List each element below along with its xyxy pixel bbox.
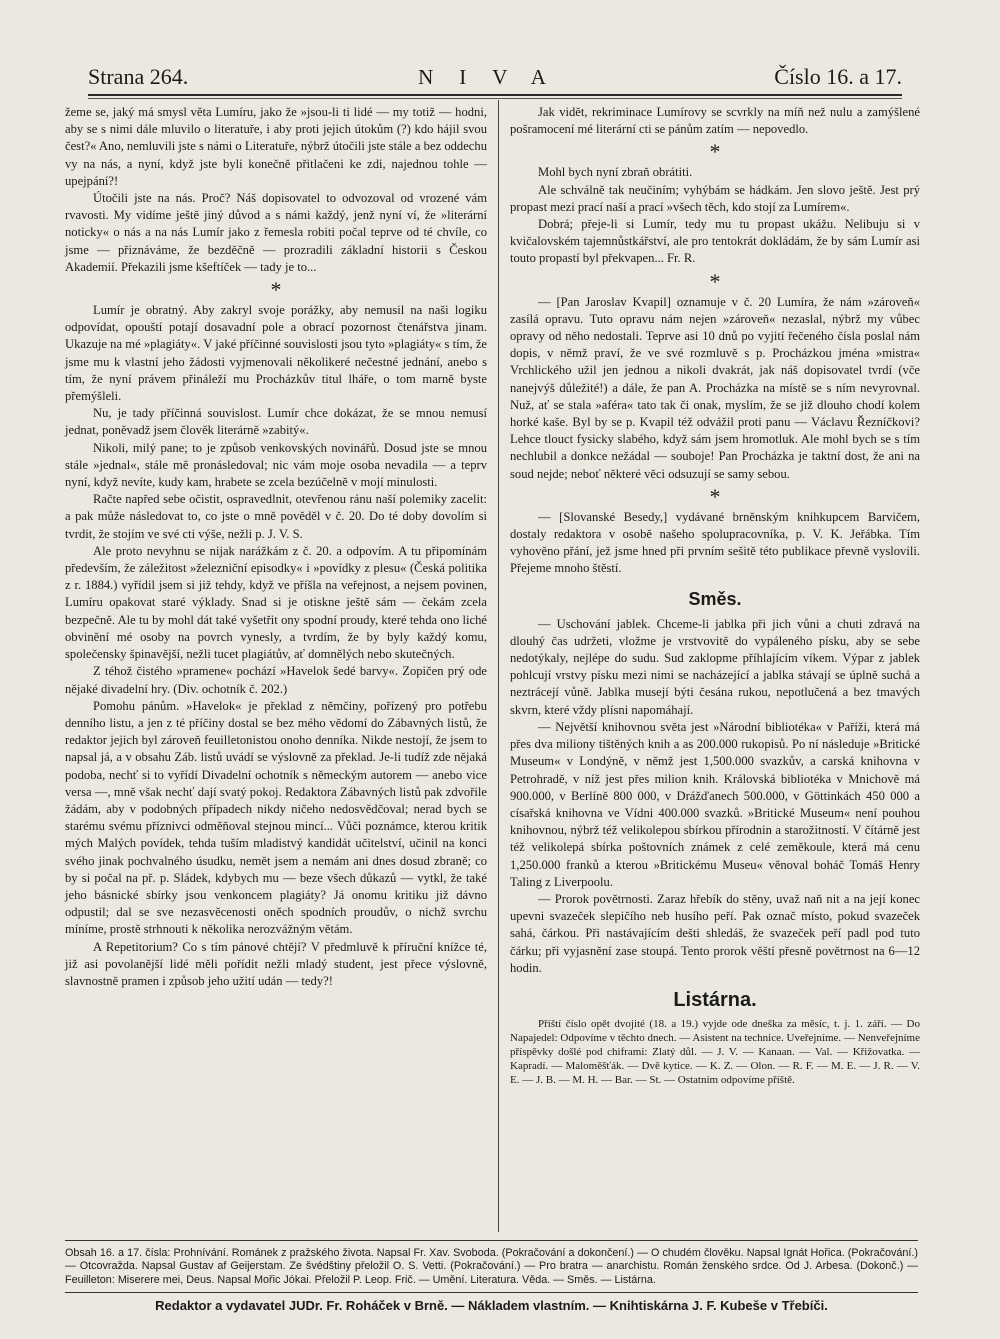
paragraph: Mohl bych nyní zbraň obrátiti.: [538, 165, 693, 180]
footer-rule: [65, 1292, 918, 1293]
paragraph: Ale schválně tak neučiním; vyhýbám se hádkám. Jen slovo ještě. Jest prý propast mezi prací naší a prací »všech těch, kdo stojí za Lumírem«.: [510, 182, 920, 214]
news-item: — [Slovanské Besedy,] vydávané brněnským knihkupcem Barvičem, dostaly redaktora v osobě našeho spolupracovníka, p. V. K. Jeřábka. Tím vyhověno přání, jež jsme hned při prvním sešitě této publikace převně vyslovili. Přejeme mnoho štěstí.: [510, 509, 920, 576]
issue-number: Číslo 16. a 17.: [774, 64, 902, 89]
paragraph: Ale proto nevyhnu se nijak narážkám z č. 20. a odpovím. A tu připomínám především, že záležitost »železniční episodky« i »povídky z plesu« (Česká politika z r. 1884.) vyřídil jsem si již tehdy, když ve příšla na veřejnost, a nejsem povinen, Lumíru opakovat staré výklady. Snad si je otiskne ještě sám — čekám zcela bezpečně. Ale tu by mohl dát také vyšetřit ony spodní proudy, které tehda ono liché obvinění mé osoby na povrch vynesly, a tvrdím, že by byly každý komu, společensky špinavější, nežli tucet plagiátův, ať domnělých nebo skutečných.: [65, 543, 487, 662]
paragraph: Dobrá; přeje-li si Lumír, tedy mu tu propast ukážu. Nelibuju si v kvičalovském tajemnůstkářství, ale pro tentokrát dokládám, že by sám Lumír asi touto propastí byl překvapen... Fr. R.: [510, 217, 920, 266]
letters-item: Příští číslo opět dvojité (18. a 19.) vyjde ode dneška za měsíc, t. j. 1. září. — Do Napajedel: Odpovíme v těchto dnech. — Asistent na technice. Uveřejníme. — Nenveřejníme příspěvky došlé pod chiframi: Zlatý důl. — J. V. — Kanaan. — Val. — Křižovatka. — Kapradí. — Maloměšťák. — Dvě kytice. — K. Z. — Olon. — R. F. — M. E. — J. R. — V. E. — J. B. — M. H. — Bar. — St. — Ostatním odpovíme příště.: [510, 1017, 920, 1086]
page-header: [88, 60, 902, 96]
paragraph: A Repetitorium? Co s tím pánové chtějí? V předmluvě k příruční knížce té, již asi povolanější lidé měli pořídit nežli mladý student, jest přece výslovně, slavnostně pramen i způsob jeho užití udán — tedy?!: [65, 939, 487, 988]
paragraph: žeme se, jaký má smysl věta Lumíru, jako že »jsou-li ti lidé — my totiž — hodni, aby se s nimi dále mluvilo o literatuře, i aby proti jejich útokům (?) kdo hájil svou čest?« Ano, nemluvili jste s námi o Literatuře, nýbrž útočili jste stále a bez oddechu vy na nás, a nyní, když jste byli konečně přitlačeni ke zdi, najednou tohle — upejpání?!: [65, 105, 487, 188]
header-rule: [88, 98, 902, 99]
paragraph: Lumír je obratný. Aby zakryl svoje porážky, aby nemusil na naši logiku odpovídat, opouští potají dosavadní pole a obrací pozornost čtenářstva jinam. Ukazuje na mé »plagiáty«. V jaké příčinné souvislosti jsou tyto »plagiáty« s tím, že jsme mu k vlastní jeho žádosti vyjmenovali několikeré nečestné jednání, anebo s tím, že nyní právem přináleží mu Procházkův titul lháře, o tom marně byste přemýšleli.: [65, 303, 487, 404]
paragraph: Nikoli, milý pane; to je způsob venkovských novinářů. Dosud jste se mnou stále »jednal«, stále mě pronásledoval; nic vám moje osoba nevadila — a teprv nyní, když nevíte, kudy kam, hrabete se zcela bezúčelně v mojí minulosti.: [65, 440, 487, 490]
table-of-contents: Obsah 16. a 17. čísla: Prohnívání. Románek z pražského života. Napsal Fr. Xav. Svoboda. (Pokračování a dokončení.) — O chudém člověku. Napsal Ignát Hořica. (Pokračování.) — Otcovražda. Napsal Gustav af Geijerstam. Ze švédštiny přeložil O. S. Vetti. (Pokračování.) — Pro bratra — anarchistu. Román ženského srdce. Od J. Arbesa. (Dokonč.) — Feuilleton: Miserere mei, Deus. Napsal Mořic Jókai. Přeložil P. Leop. Frič. — Umění. Literatura. Věda. — Směs. — Listárna.: [65, 1247, 918, 1286]
misc-item: — Největší knihovnou světa jest »Národní bibliotéka« v Paříži, která má přes dva miliony tištěných knih a as 200.000 rukopisů. Po ní následuje »Britické Museum« v Londýně, v němž jest 1,500.000 svazkův, a carská knihovna v Petrohradě, v níž jest přes milion knih. Královská bibliotéka v Mnichově má 900.000, v Berlíně 800 000, v Drážďanech 500.000, v Göttinkách 450 000 a císařská knihovna ve Vídni 400.000 svazků. »Britické Museum« není pouhou knihovnou, nýbrž též velikolepou sbírkou přírodnin a starožitností. V čítárně jest též velikolepá sbírka poštovních známek z celé zeměkoule, která má cenu 1,250.000 franků a kterou »Britickému Museu« věnoval boháč Tomáš Henry Taling z Liverpoolu.: [510, 719, 920, 889]
news-item: — [Pan Jaroslav Kvapil] oznamuje v č. 20 Lumíra, že nám »zároveň« zasílá opravu. Tuto opravu nám nejen »zároveň« nezaslal, nýbrž my vůbec opravy od něho nedostali. Teprve asi 10 dnů po vyjití řečeného čísla poslal nám dopis, v němž praví, že ve své rozmluvě s p. Procházkou jména »mistra« Vrchlického užil jen jednou a nikoli dvakrát, jak náš dopisovatel tvrdí (vče nanejvýš důležité!) a dále, že pan A. Procházka na místě se s ním nevyrovnal. Nuž, ať se stala »aféra« tato tak či onak, myslím, že se již dlouho chodí kolem horké kaše. Byl by se p. Kvapil též odvážil proti panu — Václavu Řezníčkovi? Lehce tlouct fysicky slabého, když sám jsem hromotluk. Ale mohl bych se s tím nechlubil a donkce nežádal — souboje! Pan Procházka je taktní dost, že ani na soud nejde; neboť některé věci odsuzují se samy sebou.: [510, 294, 920, 481]
paragraph: Nu, je tady příčinná souvislost. Lumír chce dokázat, že se mnou nemusí jednat, poněvadž jsem člověk literárně »zabitý«.: [65, 406, 487, 438]
section-asterisk: *: [709, 268, 721, 294]
page-number: Strana 264.: [88, 64, 189, 89]
paragraph: Račte napřed sebe očistit, ospravedlnit, otevřenou ránu naší polemiky zacelit: a pak může následovat to, co jste o mně pověděl v č. 20. Do té doby dovolím si tvrdit, že stojím ve své cti výše, nežli p. J. V. S.: [65, 492, 487, 541]
section-title-listarna: Listárna.: [673, 988, 757, 1011]
misc-item: — Uschování jablek. Chceme-li jablka při jich vůni a chuti zdravá na dlouhý čas udržeti, vložme je vrstvovitě do vypáleného písku, aby se sebe nedotýkaly, nejlépe do sudu. Sud zaklopme příhlajícím víkem. Výpar z jablek pohlcují vrstvy písku mezi nimi se nacházející a jablka stávají se úplně suchá a neztrácejí vůně. Jablka musejí býti česána rukou, nepotlučená a bez tmavých skvrn, které vždy plísni napomáhají.: [510, 616, 920, 717]
misc-item: — Prorok povětrnosti. Zaraz hřebík do stěny, uvaž naň nit a na její konec upevni svazeček slepičího neb husího peří. Pak označ místo, pokud svazeček sahá, čárkou. Při nastávajícím dešti shledáš, že svazeček peří padl pod tuto čárku; při vyjasnění zase stoupá. Tento prorok věští přesně povětrnost na 6—12 hodin.: [510, 891, 920, 975]
section-title-smes: Směs.: [688, 588, 742, 609]
section-asterisk: *: [709, 139, 721, 165]
paragraph: Pomohu pánům. »Havelok« je překlad z němčiny, pořízený pro potřebu denního listu, a jen z té příčiny dostal se bez mého vědomí do Zábavných listů, že redaktor jejich byl zároveň feuilletonistou onoho denníka. Nikde nestojí, že jsem to napsal já, a v obsahu Záb. listů uvádí se výslovně za překlad. Je-li tudíž zde nějaká podoba, nechť si to vyřídí Divadelní ochotník s německým autorem — anebo vice versa —, mně však nechť dají svatý pokoj. Redaktora Zábavných listů pak zdvořile žádám, aby v podobných případech nikdy ničeho nedosvědčoval; nerad bych se starému svému příznivci odměňoval stejnou mincí... Vůči poznámce, kterou kritik mých Malých povídek, tehda tuším mladistvý kandidát učitelství, učinil na konci svého jinak pochvalného úsudku, nemět jsem a nemám ani dnes dosud zbraně; co by si počal na př. p. Sládek, kdybych mu — beze všech důkazů — vytkl, že také jeho básnické sbírky jsou venkoncem plagiáty? Já onomu kritiku již dávno odpustil; dal se sve nezasvěcenosti oněch spodních proudův, o nichž svrchu míníme, prostě strhnouti k několika nerozvážným větám.: [65, 698, 487, 937]
paragraph: Útočili jste na nás. Proč? Náš dopisovatel to odvozoval od vrozené vám rvavosti. My vidíme ještě jiný důvod a s námi každý, jenž nyní ví, že »literární noticky« o nás a na nás Lumír jako z řemesla robiti počal teprve od té chvíle, co jsme — přiznáváme, že bezděčně — prozradili základní historii s Českou Akademií. Překazili jsme kšeftíček — tady je to...: [65, 191, 487, 274]
left-column: [65, 104, 487, 990]
paragraph: Jak vidět, rekriminace Lumírovy se scvrkly na míň než nulu a zamýšlené pošramocení mé literární cti se pánům zatím — nepovedlo.: [510, 105, 920, 137]
section-asterisk: *: [270, 277, 282, 303]
right-column: [510, 104, 920, 1087]
paragraph: Z téhož čistého »pramene« pochází »Havelok šedé barvy«. Zopičen prý ode nějaké divadelní hry. (Div. ochotník č. 202.): [65, 664, 487, 696]
footer-rule: [65, 1240, 918, 1241]
section-asterisk: *: [709, 483, 721, 509]
journal-title: NIVA: [418, 65, 572, 89]
column-divider: [498, 100, 499, 1232]
imprint: Redaktor a vydavatel JUDr. Fr. Roháček v Brně. — Nákladem vlastním. — Knihtiskárna J. F. Kubeše v Třebíči.: [155, 1298, 828, 1313]
